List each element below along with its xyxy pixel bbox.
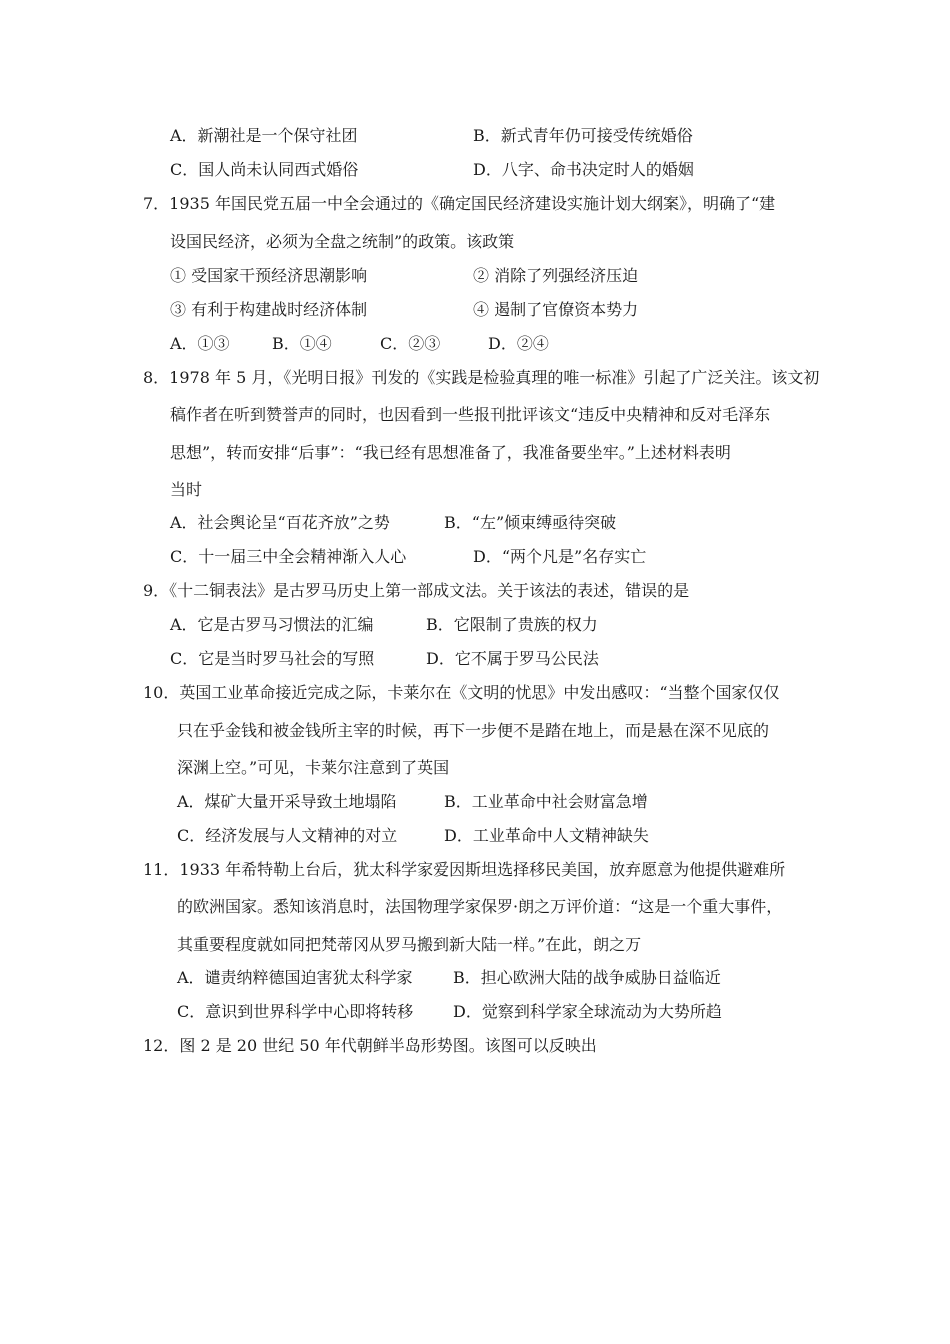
q7-option-d: D．②④ — [488, 334, 549, 353]
q11-option-b: B．担心欧洲大陆的战争威胁日益临近 — [453, 968, 721, 987]
q8-stem-line-1: 8．1978 年 5 月，《光明日报》刊发的《实践是检验真理的唯一标准》引起了广泛关注。该文初 — [143, 368, 820, 387]
q10-option-c: C．经济发展与人文精神的对立 — [177, 826, 398, 845]
q9-option-d: D．它不属于罗马公民法 — [426, 649, 599, 668]
q6-option-c: C．国人尚未认同西式婚俗 — [170, 160, 359, 179]
q10-stem-line-2: 只在乎金钱和被金钱所主宰的时候，再下一步便不是踏在地上，而是悬在深不见底的 — [177, 721, 770, 740]
q9-stem-line-1: 9．《十二铜表法》是古罗马历史上第一部成文法。关于该法的表述，错误的是 — [143, 581, 690, 600]
q7-item-3: ③ 有利于构建战时经济体制 — [170, 300, 368, 319]
q8-stem-line-2: 稿作者在听到赞誉声的同时，也因看到一些报刊批评该文“违反中央精神和反对毛泽东 — [170, 405, 771, 424]
q6-option-d: D．八字、命书决定时人的婚姻 — [473, 160, 694, 179]
q7-option-a: A．①③ — [170, 334, 230, 353]
q11-stem-line-1: 11．1933 年希特勒上台后，犹太科学家爱因斯坦选择移民美国，放弃愿意为他提供避难所 — [143, 860, 786, 879]
q11-option-a: A．谴责纳粹德国迫害犹太科学家 — [177, 968, 413, 987]
q7-item-2: ② 消除了列强经济压迫 — [473, 266, 639, 285]
q8-option-b: B．“左”倾束缚亟待突破 — [444, 513, 617, 532]
q8-stem-line-3: 思想”，转而安排“后事”：“我已经有思想准备了，我准备要坐牢。”上述材料表明 — [170, 443, 731, 462]
q7-item-4: ④ 遏制了官僚资本势力 — [473, 300, 639, 319]
q11-option-d: D．觉察到科学家全球流动为大势所趋 — [453, 1002, 722, 1021]
q9-option-a: A．它是古罗马习惯法的汇编 — [170, 615, 374, 634]
q7-option-c: C．②③ — [380, 334, 441, 353]
q11-stem-line-3: 其重要程度就如同把梵蒂冈从罗马搬到新大陆一样。”在此，朗之万 — [177, 935, 642, 954]
q8-option-c: C．十一届三中全会精神渐入人心 — [170, 547, 407, 566]
q10-option-b: B．工业革命中社会财富急增 — [444, 792, 648, 811]
q10-option-a: A．煤矿大量开采导致土地塌陷 — [177, 792, 397, 811]
q12-stem-line-1: 12．图 2 是 20 世纪 50 年代朝鲜半岛形势图。该图可以反映出 — [143, 1036, 597, 1055]
q11-option-c: C．意识到世界科学中心即将转移 — [177, 1002, 414, 1021]
q10-option-d: D．工业革命中人文精神缺失 — [444, 826, 649, 845]
q7-item-1: ① 受国家干预经济思潮影响 — [170, 266, 368, 285]
q6-option-a: A．新潮社是一个保守社团 — [170, 126, 358, 145]
q9-option-b: B．它限制了贵族的权力 — [426, 615, 598, 634]
q6-option-b: B．新式青年仍可接受传统婚俗 — [473, 126, 693, 145]
q9-option-c: C．它是当时罗马社会的写照 — [170, 649, 375, 668]
q11-stem-line-2: 的欧洲国家。悉知该消息时，法国物理学家保罗·朗之万评价道：“这是一个重大事件， — [177, 897, 783, 916]
q8-stem-line-4: 当时 — [170, 480, 203, 499]
q8-option-d: D．“两个凡是”名存实亡 — [473, 547, 647, 566]
q10-stem-line-1: 10．英国工业革命接近完成之际，卡莱尔在《文明的忧思》中发出感叹：“当整个国家仅仅 — [143, 683, 780, 702]
q8-option-a: A．社会舆论呈“百花齐放”之势 — [170, 513, 390, 532]
q7-stem-line-2: 设国民经济，必须为全盘之统制”的政策。该政策 — [170, 232, 515, 251]
q10-stem-line-3: 深渊上空。”可见，卡莱尔注意到了英国 — [177, 758, 450, 777]
q7-stem-line-1: 7．1935 年国民党五届一中全会通过的《确定国民经济建设实施计划大纲案》，明确了“建 — [143, 194, 776, 213]
q7-option-b: B．①④ — [272, 334, 332, 353]
